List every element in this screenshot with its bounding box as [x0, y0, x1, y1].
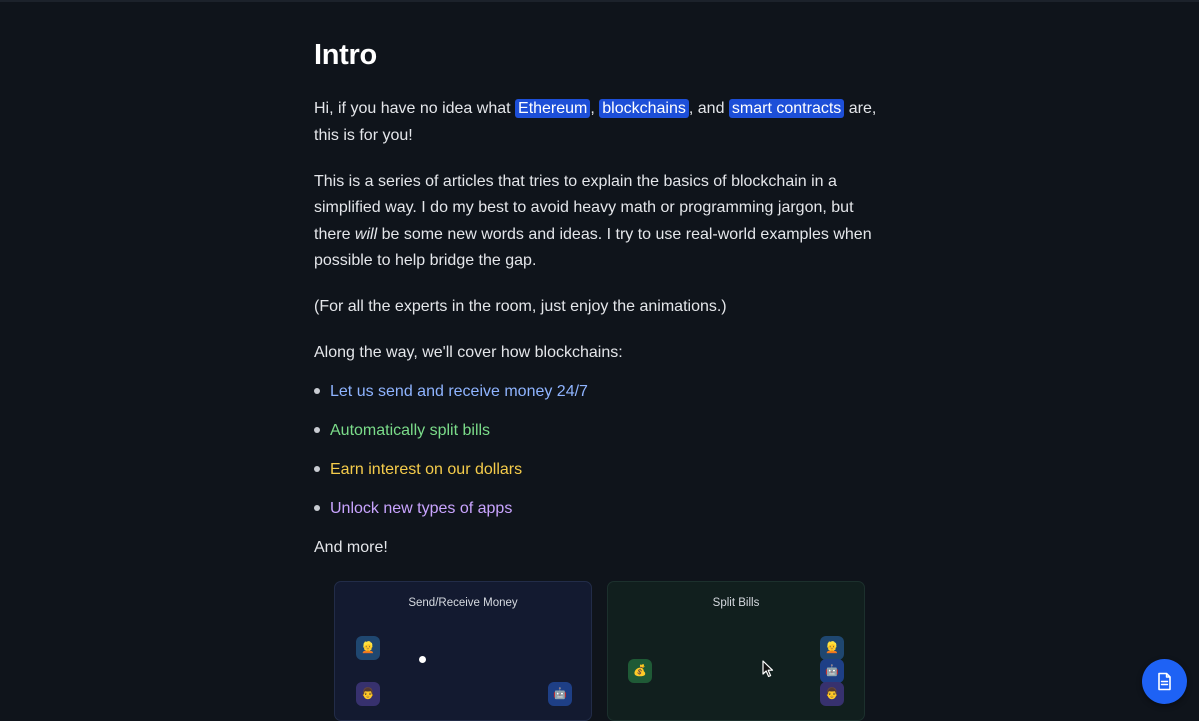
- person-avatar-icon: 👱: [356, 636, 380, 660]
- intro-text-after: are, this is for you!: [314, 100, 877, 144]
- money-bag-icon: 💰: [628, 659, 652, 683]
- man-avatar-icon: 👨: [356, 682, 380, 706]
- intro-separator-2: , and: [688, 100, 729, 117]
- top-border: [0, 0, 1199, 2]
- smart-contracts-link[interactable]: smart contracts: [729, 99, 844, 118]
- mouse-pointer-icon: [762, 660, 774, 678]
- series-paragraph: [314, 169, 894, 275]
- send-receive-card-title: Send/Receive Money: [408, 597, 518, 609]
- money-dot: [419, 656, 426, 663]
- intro-paragraph: [314, 96, 894, 149]
- document-icon: [1157, 672, 1172, 691]
- robot-avatar-icon: 🤖: [548, 682, 572, 706]
- list-item-split-bills: Automatically split bills: [314, 418, 894, 444]
- document-button[interactable]: [1142, 659, 1187, 704]
- ethereum-link[interactable]: Ethereum: [515, 99, 590, 118]
- intro-separator-1: ,: [590, 100, 600, 117]
- blockchains-link[interactable]: blockchains: [599, 99, 689, 118]
- send-receive-card: [334, 581, 592, 721]
- man-avatar-icon: 👨: [820, 682, 844, 706]
- split-bills-card: [607, 581, 865, 721]
- experts-paragraph: (For all the experts in the room, just enjoy the animations.): [314, 298, 727, 315]
- person-avatar-icon: 👱: [820, 636, 844, 660]
- list-item-new-apps: Unlock new types of apps: [314, 496, 894, 522]
- page-title: Intro: [314, 39, 377, 71]
- topics-list: [314, 379, 894, 522]
- series-text-before: This is a series of articles that tries to explain the basics of blockchain in a simplified way. I do my best to avoid heavy math or programming jargon, but there: [314, 172, 854, 243]
- list-item-earn-interest: Earn interest on our dollars: [314, 457, 894, 483]
- intro-text-before: Hi, if you have no idea what: [314, 100, 516, 117]
- series-text-after: be some new words and ideas. I try to use real-world examples when possible to help bridge the gap.: [314, 225, 872, 269]
- outro-paragraph: And more!: [314, 538, 388, 556]
- article: [314, 30, 894, 561]
- split-bills-card-title: Split Bills: [712, 597, 760, 609]
- robot-avatar-icon: 🤖: [820, 659, 844, 683]
- coverage-paragraph: Along the way, we'll cover how blockchains:: [314, 344, 623, 361]
- series-emphasis: will: [354, 225, 378, 243]
- list-item-send-money: Let us send and receive money 24/7: [314, 379, 894, 405]
